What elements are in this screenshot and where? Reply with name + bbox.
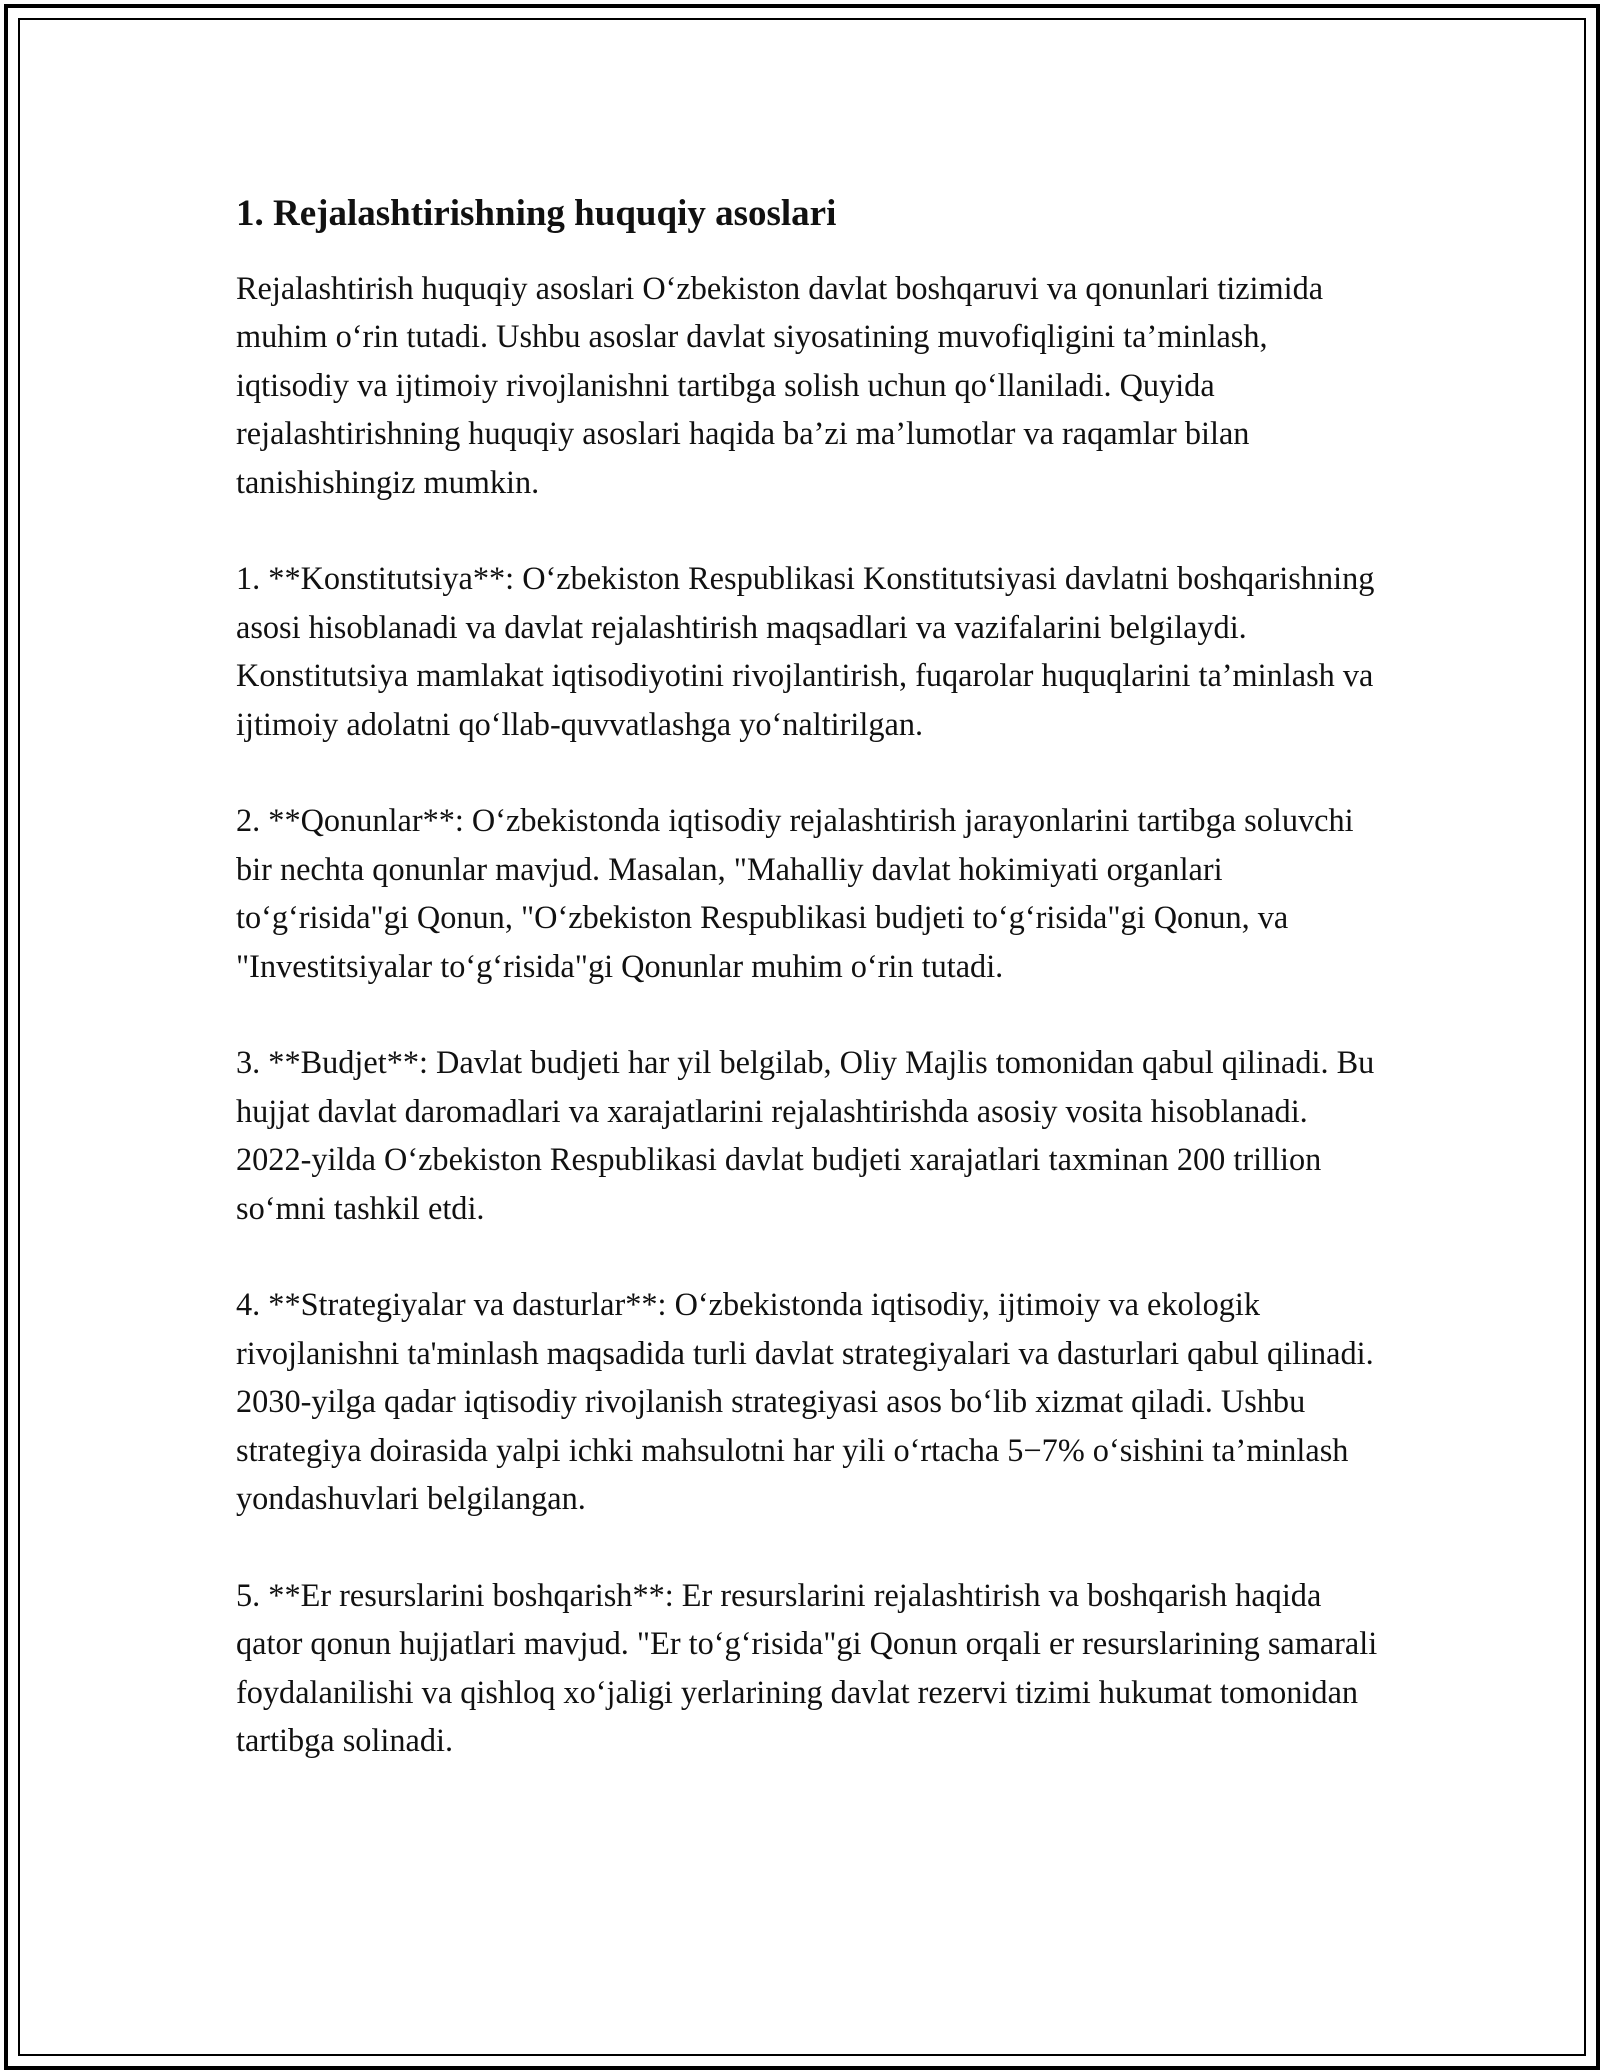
section-heading: 1. Rejalashtirishning huquqiy asoslari bbox=[236, 193, 837, 234]
paragraph-strategiyalar: 4. **Strategiyalar va dasturlar**: O‘zbekistonda iqtisodiy, ijtimoiy va ekologik rivojlanishni ta'minlash maqsadida turli davlat strategiyalari va dasturlari qabul qilinadi. 2030-yilga qadar iqtisodiy rivojlanish strategiyasi asos bo‘lib xizmat qiladi. Ushbu strategiya doirasida yalpi ichki mahsulotni har yili o‘rtacha 5−7% o‘sishini ta’minlash yondashuvlari belgilangan. bbox=[236, 1286, 1374, 1517]
paragraph-konstitutsiya: 1. **Konstitutsiya**: O‘zbekiston Respublikasi Konstitutsiyasi davlatni boshqarishning asosi hisoblanadi va davlat rejalashtirish maqsadlari va vazifalarini belgilaydi. Konstitutsiya mamlakat iqtisodiyotini rivojlantirish, fuqarolar huquqlarini ta’minlash va ijtimoiy adolatni qo‘llab-quvvatlashga yo‘naltirilgan. bbox=[236, 560, 1375, 742]
paragraph-er-resurslari: 5. **Er resurslarini boshqarish**: Er resurslarini rejalashtirish va boshqarish haqida qator qonun hujjatlari mavjud. "Er to‘g‘risida"gi Qonun orqali er resurslarining samarali foydalanilishi va qishloq xo‘jaligi yerlarining davlat rezervi tizimi hukumat tomonidan tartibga solinadi. bbox=[236, 1576, 1378, 1759]
intro-paragraph: Rejalashtirish huquqiy asoslari O‘zbekiston davlat boshqaruvi va qonunlari tizimida muhim o‘rin tutadi. Ushbu asoslar davlat siyosatining muvofiqligini ta’minlash, iqtisodiy va ijtimoiy rivojlanishni tartibga solish uchun qo‘llaniladi. Quyida rejalashtirishning huquqiy asoslari haqida ba’zi ma’lumotlar va raqamlar bilan tanishishingiz mumkin. bbox=[236, 270, 1324, 500]
document-body bbox=[236, 186, 1386, 1813]
paragraph-budjet: 3. **Budjet**: Davlat budjeti har yil belgilab, Oliy Majlis tomonidan qabul qilinadi. Bu hujjat davlat daromadlari va xarajatlarini rejalashtirishda asosiy vosita hisoblanadi. 2022-yilda O‘zbekiston Respublikasi davlat budjeti xarajatlari taxminan 200 trillion so‘mni tashkil etdi. bbox=[236, 1044, 1375, 1226]
paragraph-qonunlar: 2. **Qonunlar**: O‘zbekistonda iqtisodiy rejalashtirish jarayonlarini tartibga soluvchi bir nechta qonunlar mavjud. Masalan, "Mahalliy davlat hokimiyati organlari to‘g‘risida"gi Qonun, "O‘zbekiston Respublikasi budjeti to‘g‘risida"gi Qonun, va "Investitsiyalar to‘g‘risida"gi Qonunlar muhim o‘rin tutadi. bbox=[236, 802, 1354, 984]
